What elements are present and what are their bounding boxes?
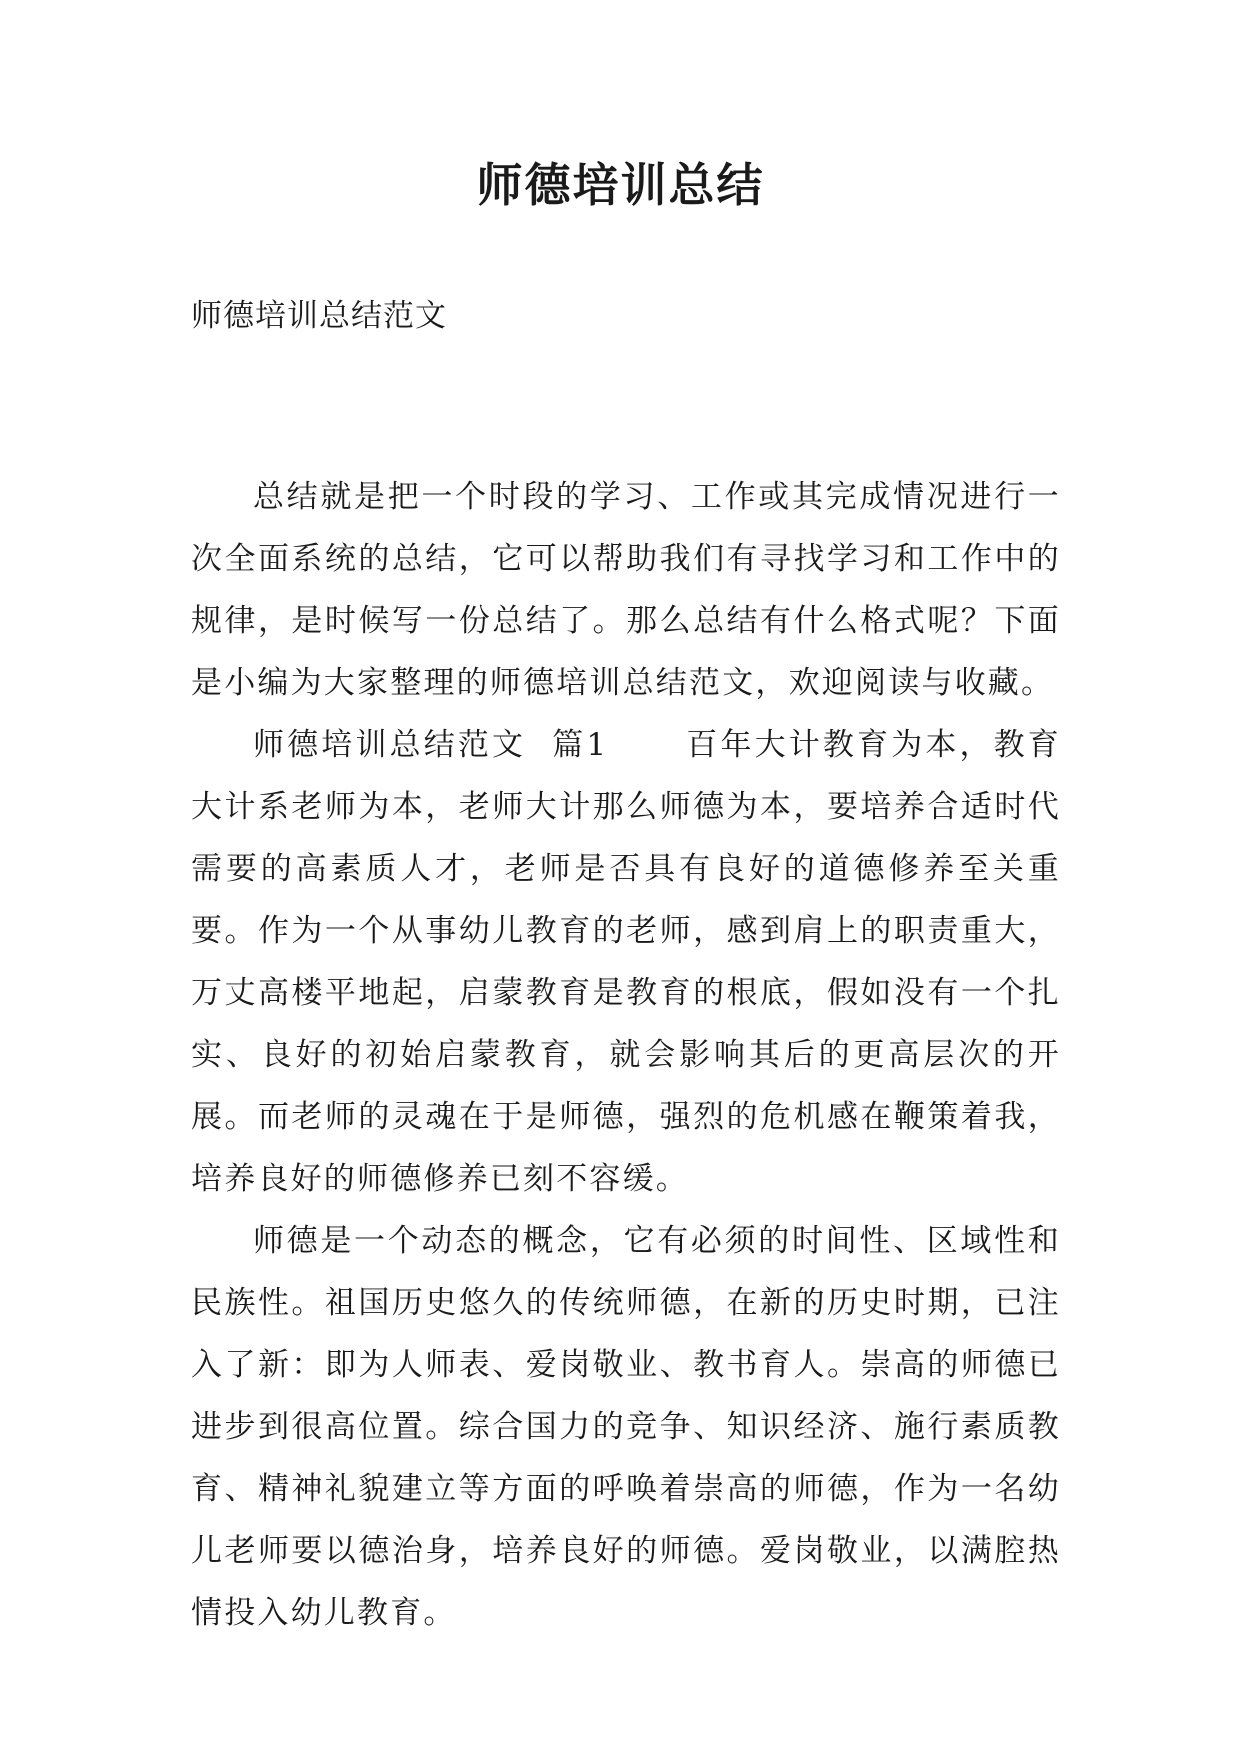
document-body xyxy=(191,466,1061,1644)
page-title: 师德培训总结 xyxy=(476,158,765,212)
subtitle: 师德培训总结范文 xyxy=(191,298,447,334)
paragraph-intro: 总结就是把一个时段的学习、工作或其完成情况进行一次全面系统的总结，它可以帮助我们有寻找学习和工作中的规律，是时候写一份总结了。那么总结有什么格式呢？下面是小编为大家整理的师德培训总结范文，欢迎阅读与收藏。 xyxy=(191,479,1061,701)
paragraph-section-1: 师德培训总结范文 篇1 百年大计教育为本，教育大计系老师为本，老师大计那么师德为本，要培养合适时代需要的高素质人才，老师是否具有良好的道德修养至关重要。作为一个从事幼儿教育的老师，感到肩上的职责重大，万丈高楼平地起，启蒙教育是教育的根底，假如没有一个扎实、良好的初始启蒙教育，就会影响其后的更高层次的开展。而老师的灵魂在于是师德，强烈的危机感在鞭策着我，培养良好的师德修养已刻不容缓。 xyxy=(191,727,1061,1197)
paragraph-teacher-ethics: 师德是一个动态的概念，它有必须的时间性、区域性和民族性。祖国历史悠久的传统师德，在新的历史时期，已注入了新：即为人师表、爱岗敬业、教书育人。崇高的师德已进步到很高位置。综合国力的竞争、知识经济、施行素质教育、精神礼貌建立等方面的呼唤着崇高的师德，作为一名幼儿老师要以德治身，培养良好的师德。爱岗敬业，以满腔热情投入幼儿教育。 xyxy=(191,1223,1061,1631)
